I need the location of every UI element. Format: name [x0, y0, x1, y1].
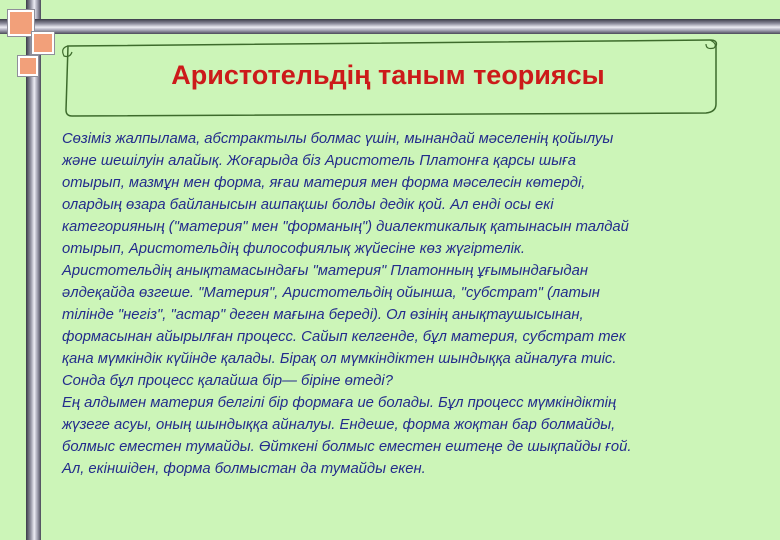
text-line: категорияның ("материя" мен "форманың") диалектикалық қатынасын талдай	[62, 219, 629, 235]
text-line: тілінде "негіз", "астар" деген мағына береді). Ол өзінің анықтаушысынан,	[62, 307, 584, 323]
slide-title: Аристотельдің таным теориясы	[171, 60, 605, 90]
text-line: Ал, екіншіден, форма болмыстан да тумайды екен.	[62, 461, 426, 477]
text-line: олардың өзара байланысын ашпақшы болды дедік қой. Ал енді осы екі	[62, 197, 554, 213]
title-scroll-banner	[58, 38, 718, 118]
decorative-square	[8, 10, 34, 36]
text-line: Сонда бұл процесс қалайша бір— біріне өтеді?	[62, 373, 393, 389]
text-line: Аристотельдің анықтамасындағы "материя" Платонның ұғымындағыдан	[62, 263, 588, 279]
decorative-square	[18, 56, 38, 76]
text-line: Ең алдымен материя белгілі бір формаға ие болады. Бұл процесс мүмкіндіктің	[62, 395, 617, 411]
text-line: формасынан айырылған процесс. Сайып келгенде, бұл материя, субстрат тек	[62, 329, 626, 345]
text-line: болмыс еместен тумайды. Өйткені болмыс еместен ештеңе де шықпайды ғой.	[62, 439, 632, 455]
text-line: Сөзіміз жалпылама, абстрактылы болмас үшін, мынандай мәселенің қойылуы	[62, 131, 614, 147]
text-line: отырып, Аристотельдің философиялық жүйесіне көз жүгіртелік.	[62, 241, 526, 257]
text-line: жүзеге асуы, оның шындыққа айналуы. Ендеше, форма жоқтан бар болмайды,	[62, 417, 616, 433]
text-line: отырып, мазмұн мен форма, яғаи материя мен форма мәселесін көтерді,	[62, 175, 586, 191]
decorative-horizontal-bar	[0, 19, 780, 34]
decorative-vertical-bar	[26, 0, 41, 540]
text-line: әлдеқайда өзгеше. "Материя", Аристотельдің ойынша, "субстрат" (латын	[62, 285, 600, 301]
body-paragraph	[62, 128, 762, 480]
text-line: және шешілуін алайық. Жоғарыда біз Аристотель Платонға қарсы шыға	[62, 153, 576, 169]
decorative-square	[32, 32, 54, 54]
text-line: қана мүмкіндік күйінде қалады. Бірақ ол мүмкіндіктен шындыққа айналуға тиіс.	[62, 351, 617, 367]
